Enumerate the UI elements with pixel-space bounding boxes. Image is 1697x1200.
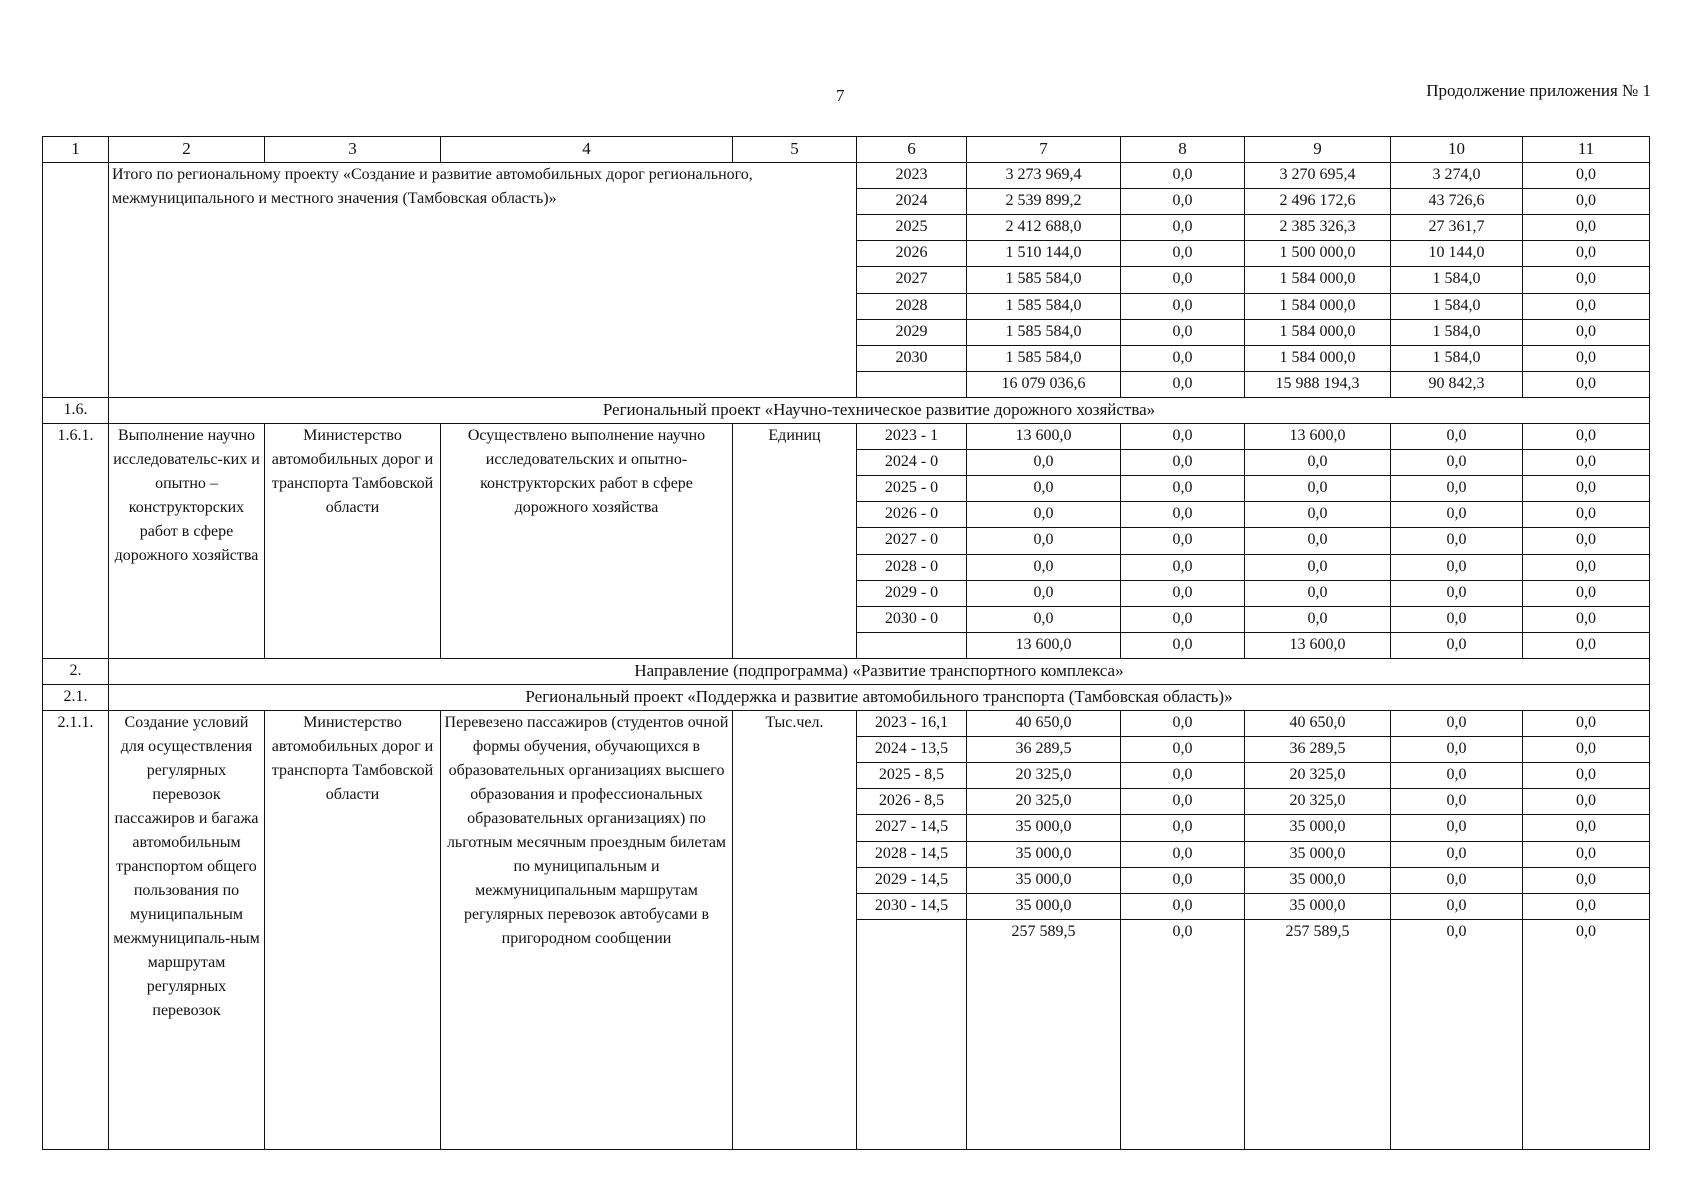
value-cell-col11: 0,0: [1523, 711, 1650, 737]
value-cell-col8: 0,0: [1121, 293, 1245, 319]
value-cell-col10: 27 361,7: [1391, 215, 1523, 241]
year-cell: 2028 - 0: [857, 554, 967, 580]
appendix-continuation: Продолжение приложения № 1: [1426, 81, 1651, 100]
value-cell-col10: 0,0: [1391, 502, 1523, 528]
value-cell-col11: 0,0: [1523, 241, 1650, 267]
value-cell-col7: 1 585 584,0: [967, 345, 1121, 371]
value-cell-col8: 0,0: [1121, 424, 1245, 450]
table-row: [43, 424, 1650, 450]
item-result: Осуществлено выполнение научно исследовательских и опытно-конструкторских работ в сфере дорожного хозяйства: [441, 424, 733, 659]
value-cell-col8: 0,0: [1121, 893, 1245, 919]
total-title: Итого по региональному проекту «Создание и развитие автомобильных дорог регионального, межмуниципального и местного значения (Тамбовская область)»: [109, 163, 857, 398]
value-cell-col7: 0,0: [967, 476, 1121, 502]
value-cell-col7: 1 585 584,0: [967, 267, 1121, 293]
value-cell-col9: 1 584 000,0: [1245, 267, 1391, 293]
value-cell-col9: 40 650,0: [1245, 711, 1391, 737]
value-cell-col8: 0,0: [1121, 450, 1245, 476]
value-cell-col9: 3 270 695,4: [1245, 163, 1391, 189]
value-cell-col10: 0,0: [1391, 867, 1523, 893]
value-cell-col8: 0,0: [1121, 502, 1245, 528]
value-cell-col10: 0,0: [1391, 737, 1523, 763]
value-cell-col10: 0,0: [1391, 554, 1523, 580]
value-cell-col8: 0,0: [1121, 841, 1245, 867]
value-cell-col8: 0,0: [1121, 763, 1245, 789]
section-number: 2.1.: [43, 684, 109, 710]
year-cell: 2029 - 0: [857, 580, 967, 606]
value-cell-col11: 0,0: [1523, 841, 1650, 867]
value-cell-col9: 2 385 326,3: [1245, 215, 1391, 241]
value-cell-col7: 1 585 584,0: [967, 319, 1121, 345]
value-cell-col8: 0,0: [1121, 476, 1245, 502]
year-cell: [857, 371, 967, 397]
value-cell-col7: 2 539 899,2: [967, 189, 1121, 215]
value-cell-col9: 20 325,0: [1245, 763, 1391, 789]
item-unit: Тыс.чел.: [733, 711, 857, 1150]
value-cell-col10: 0,0: [1391, 841, 1523, 867]
value-cell-col9: 35 000,0: [1245, 893, 1391, 919]
value-cell-col7: 36 289,5: [967, 737, 1121, 763]
value-cell-col8: 0,0: [1121, 711, 1245, 737]
year-cell: 2023 - 1: [857, 424, 967, 450]
value-cell-col10: 3 274,0: [1391, 163, 1523, 189]
value-cell-col11: 0,0: [1523, 528, 1650, 554]
value-cell-col7: 2 412 688,0: [967, 215, 1121, 241]
program-table: [42, 136, 1650, 1150]
value-cell-col7: 40 650,0: [967, 711, 1121, 737]
value-cell-col8: 0,0: [1121, 163, 1245, 189]
year-cell: 2028: [857, 293, 967, 319]
column-header-10: 10: [1391, 137, 1523, 163]
value-cell-col8: 0,0: [1121, 554, 1245, 580]
year-cell: 2023: [857, 163, 967, 189]
value-cell-col11: 0,0: [1523, 737, 1650, 763]
value-cell-col10: 10 144,0: [1391, 241, 1523, 267]
value-cell-col8: 0,0: [1121, 867, 1245, 893]
value-cell-col7: 13 600,0: [967, 424, 1121, 450]
value-cell-col9: 15 988 194,3: [1245, 371, 1391, 397]
column-header-2: 2: [109, 137, 265, 163]
value-cell-col11: 0,0: [1523, 893, 1650, 919]
value-cell-col8: 0,0: [1121, 606, 1245, 632]
year-cell: 2029: [857, 319, 967, 345]
year-cell: [857, 919, 967, 1149]
column-header-4: 4: [441, 137, 733, 163]
value-cell-col10: 0,0: [1391, 789, 1523, 815]
value-cell-col7: 0,0: [967, 528, 1121, 554]
value-cell-col11: 0,0: [1523, 789, 1650, 815]
section-title: Направление (подпрограмма) «Развитие транспортного комплекса»: [109, 658, 1650, 684]
value-cell-col10: 0,0: [1391, 919, 1523, 1149]
value-cell-col10: 0,0: [1391, 424, 1523, 450]
value-cell-col10: 0,0: [1391, 606, 1523, 632]
table-row: [43, 163, 1650, 189]
value-cell-col11: 0,0: [1523, 267, 1650, 293]
value-cell-col7: 35 000,0: [967, 893, 1121, 919]
value-cell-col9: 1 584 000,0: [1245, 319, 1391, 345]
value-cell-col9: 0,0: [1245, 450, 1391, 476]
value-cell-col8: 0,0: [1121, 189, 1245, 215]
value-cell-col9: 0,0: [1245, 528, 1391, 554]
value-cell-col8: 0,0: [1121, 580, 1245, 606]
value-cell-col8: 0,0: [1121, 919, 1245, 1149]
value-cell-col8: 0,0: [1121, 215, 1245, 241]
value-cell-col7: 0,0: [967, 606, 1121, 632]
item-executor: Министерство автомобильных дорог и транспорта Тамбовской области: [265, 424, 441, 659]
year-cell: 2025: [857, 215, 967, 241]
column-header-1: 1: [43, 137, 109, 163]
column-header-8: 8: [1121, 137, 1245, 163]
value-cell-col10: 0,0: [1391, 763, 1523, 789]
value-cell-col11: 0,0: [1523, 606, 1650, 632]
item-number: 1.6.1.: [43, 424, 109, 659]
value-cell-col9: 0,0: [1245, 606, 1391, 632]
value-cell-col11: 0,0: [1523, 319, 1650, 345]
value-cell-col11: 0,0: [1523, 163, 1650, 189]
value-cell-col8: 0,0: [1121, 789, 1245, 815]
value-cell-col9: 1 500 000,0: [1245, 241, 1391, 267]
value-cell-col10: 1 584,0: [1391, 293, 1523, 319]
value-cell-col10: 0,0: [1391, 580, 1523, 606]
section-number: 2.: [43, 658, 109, 684]
year-cell: 2026: [857, 241, 967, 267]
value-cell-col7: 0,0: [967, 502, 1121, 528]
value-cell-col10: 0,0: [1391, 893, 1523, 919]
value-cell-col7: 1 585 584,0: [967, 293, 1121, 319]
item-name: Создание условий для осуществления регулярных перевозок пассажиров и багажа автомобильным транспортом общего пользования по муниципальным межмуниципаль-ным маршрутам регулярных перевозок: [109, 711, 265, 1150]
value-cell-col11: 0,0: [1523, 345, 1650, 371]
item-executor: Министерство автомобильных дорог и транспорта Тамбовской области: [265, 711, 441, 1150]
section-title: Региональный проект «Поддержка и развитие автомобильного транспорта (Тамбовская область)»: [109, 684, 1650, 710]
column-header-9: 9: [1245, 137, 1391, 163]
value-cell-col10: 0,0: [1391, 632, 1523, 658]
value-cell-col11: 0,0: [1523, 189, 1650, 215]
value-cell-col9: 20 325,0: [1245, 789, 1391, 815]
value-cell-col7: 20 325,0: [967, 763, 1121, 789]
value-cell-col8: 0,0: [1121, 345, 1245, 371]
year-cell: 2025 - 0: [857, 476, 967, 502]
value-cell-col9: 257 589,5: [1245, 919, 1391, 1149]
header-row: [43, 137, 1650, 163]
value-cell-col10: 1 584,0: [1391, 267, 1523, 293]
year-cell: 2029 - 14,5: [857, 867, 967, 893]
value-cell-col7: 0,0: [967, 450, 1121, 476]
value-cell-col11: 0,0: [1523, 763, 1650, 789]
section-title: Региональный проект «Научно-техническое развитие дорожного хозяйства»: [109, 397, 1650, 423]
section-number: 1.6.: [43, 397, 109, 423]
value-cell-col11: 0,0: [1523, 919, 1650, 1149]
value-cell-col9: 0,0: [1245, 554, 1391, 580]
value-cell-col11: 0,0: [1523, 502, 1650, 528]
year-cell: 2028 - 14,5: [857, 841, 967, 867]
value-cell-col7: 0,0: [967, 580, 1121, 606]
value-cell-col9: 13 600,0: [1245, 424, 1391, 450]
value-cell-col7: 257 589,5: [967, 919, 1121, 1149]
value-cell-col7: 3 273 969,4: [967, 163, 1121, 189]
year-cell: 2026 - 0: [857, 502, 967, 528]
value-cell-col7: 35 000,0: [967, 815, 1121, 841]
value-cell-col7: 13 600,0: [967, 632, 1121, 658]
year-cell: 2026 - 8,5: [857, 789, 967, 815]
value-cell-col11: 0,0: [1523, 815, 1650, 841]
value-cell-col8: 0,0: [1121, 241, 1245, 267]
year-cell: 2027 - 14,5: [857, 815, 967, 841]
value-cell-col11: 0,0: [1523, 424, 1650, 450]
value-cell-col11: 0,0: [1523, 371, 1650, 397]
table-row: [43, 711, 1650, 737]
year-cell: 2025 - 8,5: [857, 763, 967, 789]
value-cell-col11: 0,0: [1523, 580, 1650, 606]
value-cell-col9: 35 000,0: [1245, 841, 1391, 867]
value-cell-col10: 1 584,0: [1391, 345, 1523, 371]
value-cell-col9: 1 584 000,0: [1245, 345, 1391, 371]
value-cell-col9: 35 000,0: [1245, 815, 1391, 841]
value-cell-col9: 0,0: [1245, 502, 1391, 528]
item-unit: Единиц: [733, 424, 857, 659]
value-cell-col11: 0,0: [1523, 215, 1650, 241]
year-cell: 2024 - 0: [857, 450, 967, 476]
section-2: [43, 658, 1650, 684]
year-cell: [857, 632, 967, 658]
value-cell-col9: 2 496 172,6: [1245, 189, 1391, 215]
value-cell-col10: 0,0: [1391, 476, 1523, 502]
column-header-5: 5: [733, 137, 857, 163]
value-cell-col9: 13 600,0: [1245, 632, 1391, 658]
value-cell-col7: 1 510 144,0: [967, 241, 1121, 267]
value-cell-col9: 0,0: [1245, 580, 1391, 606]
year-cell: 2024: [857, 189, 967, 215]
value-cell-col11: 0,0: [1523, 867, 1650, 893]
value-cell-col10: 0,0: [1391, 528, 1523, 554]
value-cell-col7: 0,0: [967, 554, 1121, 580]
year-cell: 2027: [857, 267, 967, 293]
value-cell-col10: 43 726,6: [1391, 189, 1523, 215]
value-cell-col10: 0,0: [1391, 711, 1523, 737]
value-cell-col9: 35 000,0: [1245, 867, 1391, 893]
value-cell-col7: 35 000,0: [967, 841, 1121, 867]
value-cell-col10: 90 842,3: [1391, 371, 1523, 397]
item-result: Перевезено пассажиров (студентов очной формы обучения, обучающихся в образовательных организациях высшего образования и профессиональных образовательных организациях) по льготным месячным проездным билетам по муниципальным и межмуниципальным маршрутам регулярных перевозок автобусами в пригородном сообщении: [441, 711, 733, 1150]
column-header-7: 7: [967, 137, 1121, 163]
column-header-6: 6: [857, 137, 967, 163]
value-cell-col11: 0,0: [1523, 632, 1650, 658]
empty-num-cell: [43, 163, 109, 398]
value-cell-col11: 0,0: [1523, 450, 1650, 476]
column-header-11: 11: [1523, 137, 1650, 163]
value-cell-col11: 0,0: [1523, 554, 1650, 580]
year-cell: 2027 - 0: [857, 528, 967, 554]
value-cell-col8: 0,0: [1121, 371, 1245, 397]
value-cell-col7: 20 325,0: [967, 789, 1121, 815]
year-cell: 2030: [857, 345, 967, 371]
column-header-3: 3: [265, 137, 441, 163]
item-name: Выполнение научно исследовательс-ких и опытно – конструкторских работ в сфере дорожного хозяйства: [109, 424, 265, 659]
value-cell-col7: 35 000,0: [967, 867, 1121, 893]
value-cell-col9: 1 584 000,0: [1245, 293, 1391, 319]
value-cell-col8: 0,0: [1121, 815, 1245, 841]
value-cell-col10: 0,0: [1391, 815, 1523, 841]
value-cell-col9: 36 289,5: [1245, 737, 1391, 763]
year-cell: 2030 - 14,5: [857, 893, 967, 919]
value-cell-col8: 0,0: [1121, 632, 1245, 658]
value-cell-col9: 0,0: [1245, 476, 1391, 502]
value-cell-col8: 0,0: [1121, 528, 1245, 554]
value-cell-col10: 0,0: [1391, 450, 1523, 476]
year-cell: 2024 - 13,5: [857, 737, 967, 763]
value-cell-col8: 0,0: [1121, 319, 1245, 345]
section-2-1: [43, 684, 1650, 710]
section-1-6: [43, 397, 1650, 423]
value-cell-col8: 0,0: [1121, 267, 1245, 293]
year-cell: 2030 - 0: [857, 606, 967, 632]
page-number: 7: [836, 86, 845, 105]
value-cell-col7: 16 079 036,6: [967, 371, 1121, 397]
year-cell: 2023 - 16,1: [857, 711, 967, 737]
value-cell-col11: 0,0: [1523, 476, 1650, 502]
item-number: 2.1.1.: [43, 711, 109, 1150]
value-cell-col8: 0,0: [1121, 737, 1245, 763]
value-cell-col10: 1 584,0: [1391, 319, 1523, 345]
value-cell-col11: 0,0: [1523, 293, 1650, 319]
